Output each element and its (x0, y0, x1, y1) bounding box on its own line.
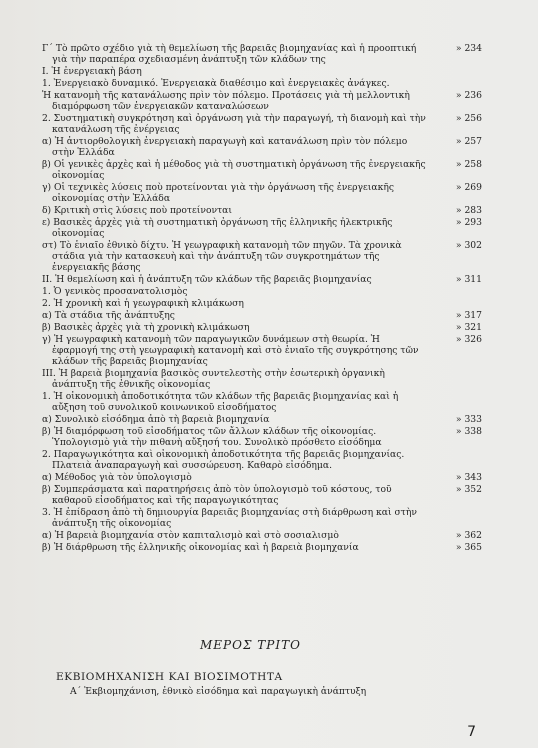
toc-entry-page: » 365 (455, 542, 482, 553)
toc-entry (42, 205, 482, 216)
toc-entry-title: 1. Ἡ οἰκονομικὴ ἀποδοτικότητα τῶν κλάδων τῆς βαρειᾶς βιομηχανίας καὶ ἡ αὔξηση τοῦ συνολικοῦ κοινωνικοῦ εἰσοδήματος (42, 391, 399, 413)
toc-entry-page: » 257 (455, 136, 482, 147)
toc-entry-title: στ) Τὸ ἑνιαῖο ἐθνικὸ δίχτυ. Ἡ γεωγραφικὴ κατανομὴ τῶν πηγῶν. Τὰ χρονικὰ στάδια γιὰ τὴν κατασκευὴ καὶ τὴν ἀνάπτυξη τῶν συγκροτημάτων τῆς ἐνεργειακῆς βάσης (42, 240, 402, 273)
toc-entry-page: » 258 (455, 159, 482, 170)
toc-entry-title: γ) Ἡ γεωγραφικὴ κατανομὴ τῶν παραγωγικῶν δυνάμεων στὴ θεωρία. Ἡ ἐφαρμογή της στὴ γεωγραφικὴ κατανομὴ καὶ στὸ ἑνιαῖο τῆς συγκρότησης τῶν κλάδων τῆς βαρειᾶς βιομηχανίας (42, 334, 419, 367)
toc-entry-title: ε) Βασικὲς ἀρχὲς γιὰ τὴ συστηματικὴ ὀργάνωση τῆς ἑλληνικῆς ἠλεκτρικῆς οἰκονομίας (42, 217, 393, 239)
toc-entry-title: γ) Οἱ τεχνικὲς λύσεις ποὺ προτείνονται γιὰ τὴν ὀργάνωση τῆς ἐνεργειακῆς οἰκονομίας στὴν Ἑλλάδα (42, 182, 394, 204)
toc-entry-title: 2. Συστηματικὴ συγκρότηση καὶ ὀργάνωση γιὰ τὴν παραγωγή, τὴ διανομὴ καὶ τὴν κατανάλωση τῆς ἐνέργειας (42, 113, 426, 135)
toc-entry (42, 113, 482, 135)
toc-entry-title: ΙΙ. Ἡ θεμελίωση καὶ ἡ ἀνάπτυξη τῶν κλάδων τῆς βαρειᾶς βιομηχανίας (42, 274, 372, 285)
toc-entry (42, 310, 482, 321)
toc-entry (42, 530, 482, 541)
toc-entry-title: α) Ἡ βαρειὰ βιομηχανία στὸν καπιταλισμὸ καὶ στὸ σοσιαλισμὸ (42, 530, 339, 541)
toc-entry-title: α) Μέθοδος γιὰ τὸν ὑπολογισμὸ (42, 472, 192, 483)
toc-entry (42, 90, 482, 112)
toc-entry (42, 322, 482, 333)
toc-entry-title: 1. Ὁ γενικὸς προσανατολισμὸς (42, 286, 188, 297)
toc-entry (42, 217, 482, 239)
toc-entry-title: α) Ἡ ἀντιορθολογικὴ ἐνεργειακὴ παραγωγὴ καὶ κατανάλωση πρὶν τὸν πόλεμο στὴν Ἑλλάδα (42, 136, 408, 158)
toc-entry-title: δ) Κριτικὴ στὶς λύσεις ποὺ προτείνονται (42, 205, 232, 216)
toc-entry (42, 391, 482, 413)
toc-entry (42, 78, 482, 89)
toc-entry-page: » 283 (455, 205, 482, 216)
toc-entry (42, 507, 482, 529)
part-title: ΜΕΡΟΣ ΤΡΙΤΟ (200, 638, 301, 652)
toc-entry (42, 182, 482, 204)
page-number: 7 (467, 724, 476, 740)
toc-entry (42, 274, 482, 285)
toc-entry-title: ΙΙΙ. Ἡ βαρειὰ βιομηχανία βασικὸς συντελεστὴς στὴν ἐσωτερικὴ ὀργανικὴ ἀνάπτυξη τῆς ἐθνικῆς οἰκονομίας (42, 368, 385, 390)
toc-entry-page: » 269 (455, 182, 482, 193)
toc-entry-page: » 293 (455, 217, 482, 228)
toc-entry (42, 542, 482, 553)
toc-entry-title: β) Ἡ διάρθρωση τῆς ἑλληνικῆς οἰκονομίας καὶ ἡ βαρειὰ βιομηχανία (42, 542, 359, 553)
section-subtitle: Α΄ Ἐκβιομηχάνιση, ἐθνικὸ εἰσόδημα καὶ παραγωγικὴ ἀνάπτυξη (70, 686, 367, 697)
toc-entry-page: » 333 (455, 414, 482, 425)
toc-entry-title: β) Ἡ διαμόρφωση τοῦ εἰσοδήματος τῶν ἄλλων κλάδων τῆς οἰκονομίας. Ὑπολογισμὸ γιὰ τὴν πιθανὴ αὔξησή του. Συνολικὸ πρόσθετο εἰσόδημα (42, 426, 382, 448)
toc-entry (42, 484, 482, 506)
toc-entry (42, 159, 482, 181)
toc-entry (42, 240, 482, 273)
toc-entry-title: α) Συνολικὸ εἰσόδημα ἀπὸ τὴ βαρειὰ βιομηχανία (42, 414, 270, 425)
toc-entry (42, 449, 482, 471)
toc-entry-page: » 362 (455, 530, 482, 541)
toc-entry-title: β) Συμπεράσματα καὶ παρατηρήσεις ἀπὸ τὸν ὑπολογισμὸ τοῦ κόστους, τοῦ καθαροῦ εἰσοδήματος καὶ τῆς παραγωγικότητας (42, 484, 392, 506)
toc-entry (42, 66, 482, 77)
toc-entry-title: α) Τὰ στάδια τῆς ἀνάπτυξης (42, 310, 175, 321)
toc-entry-page: » 256 (455, 113, 482, 124)
toc-entry (42, 472, 482, 483)
toc-entry-page: » 236 (455, 90, 482, 101)
toc-entry (42, 286, 482, 297)
table-of-contents (42, 42, 482, 553)
toc-entry-page: » 317 (455, 310, 482, 321)
toc-entry-page: » 343 (455, 472, 482, 483)
toc-entry-title: 1. Ἐνεργειακὸ δυναμικό. Ἐνεργειακὰ διαθέσιμο καὶ ἐνεργειακὲς ἀνάγκες. (42, 78, 390, 89)
toc-entry-page: » 311 (455, 274, 482, 285)
toc-entry-page: » 234 (455, 43, 482, 54)
toc-entry-page: » 302 (455, 240, 482, 251)
toc-entry-page: » 326 (455, 334, 482, 345)
toc-entry (42, 368, 482, 390)
section-title: ΕΚΒΙΟΜΗΧΑΝΙΣΗ ΚΑΙ ΒΙΟΣΙΜΟΤΗΤΑ (56, 671, 283, 683)
toc-entry (42, 426, 482, 448)
toc-entry-title: 2. Παραγωγικότητα καὶ οἰκονομικὴ ἀποδοτικότητα τῆς βαρειᾶς βιομηχανίας. Πλατειὰ ἀναπαραγωγὴ καὶ συσσώρευση. Καθαρὸ εἰσόδημα. (42, 449, 405, 471)
toc-entry (42, 43, 482, 65)
toc-entry (42, 298, 482, 309)
toc-entry-page: » 321 (455, 322, 482, 333)
toc-entry (42, 414, 482, 425)
toc-entry-title: 3. Ἡ ἐπίδραση ἀπὸ τὴ δημιουργία βαρειᾶς βιομηχανίας στὴ διάρθρωση καὶ στὴν ἀνάπτυξη τῆς οἰκονομίας (42, 507, 417, 529)
toc-entry (42, 334, 482, 367)
toc-entry-title: 2. Ἡ χρονικὴ καὶ ἡ γεωγραφικὴ κλιμάκωση (42, 298, 244, 309)
toc-entry-title: Γ΄ Τὸ πρῶτο σχέδιο γιὰ τὴ θεμελίωση τῆς βαρειᾶς βιομηχανίας καὶ ἡ προοπτική γιὰ τὴν παραπέρα σχεδιασμένη ἀνάπτυξη τῶν κλάδων της (42, 43, 417, 65)
toc-entry-title: β) Βασικὲς ἀρχὲς γιὰ τὴ χρονικὴ κλιμάκωση (42, 322, 250, 333)
toc-entry (42, 136, 482, 158)
toc-entry-title: Ι. Ἡ ἐνεργειακὴ βάση (42, 66, 142, 77)
toc-entry-page: » 338 (455, 426, 482, 437)
toc-entry-title: Ἡ κατανομὴ τῆς κατανάλωσης πρὶν τὸν πόλεμο. Προτάσεις γιὰ τὴ μελλοντικὴ διαμόρφωση τῶν ἐνεργειακῶν καταναλώσεων (42, 90, 410, 112)
toc-entry-title: β) Οἱ γενικὲς ἀρχὲς καὶ ἡ μέθοδος γιὰ τὴ συστηματικὴ ὀργάνωση τῆς ἐνεργειακῆς οἰκονομίας (42, 159, 426, 181)
toc-entry-page: » 352 (455, 484, 482, 495)
